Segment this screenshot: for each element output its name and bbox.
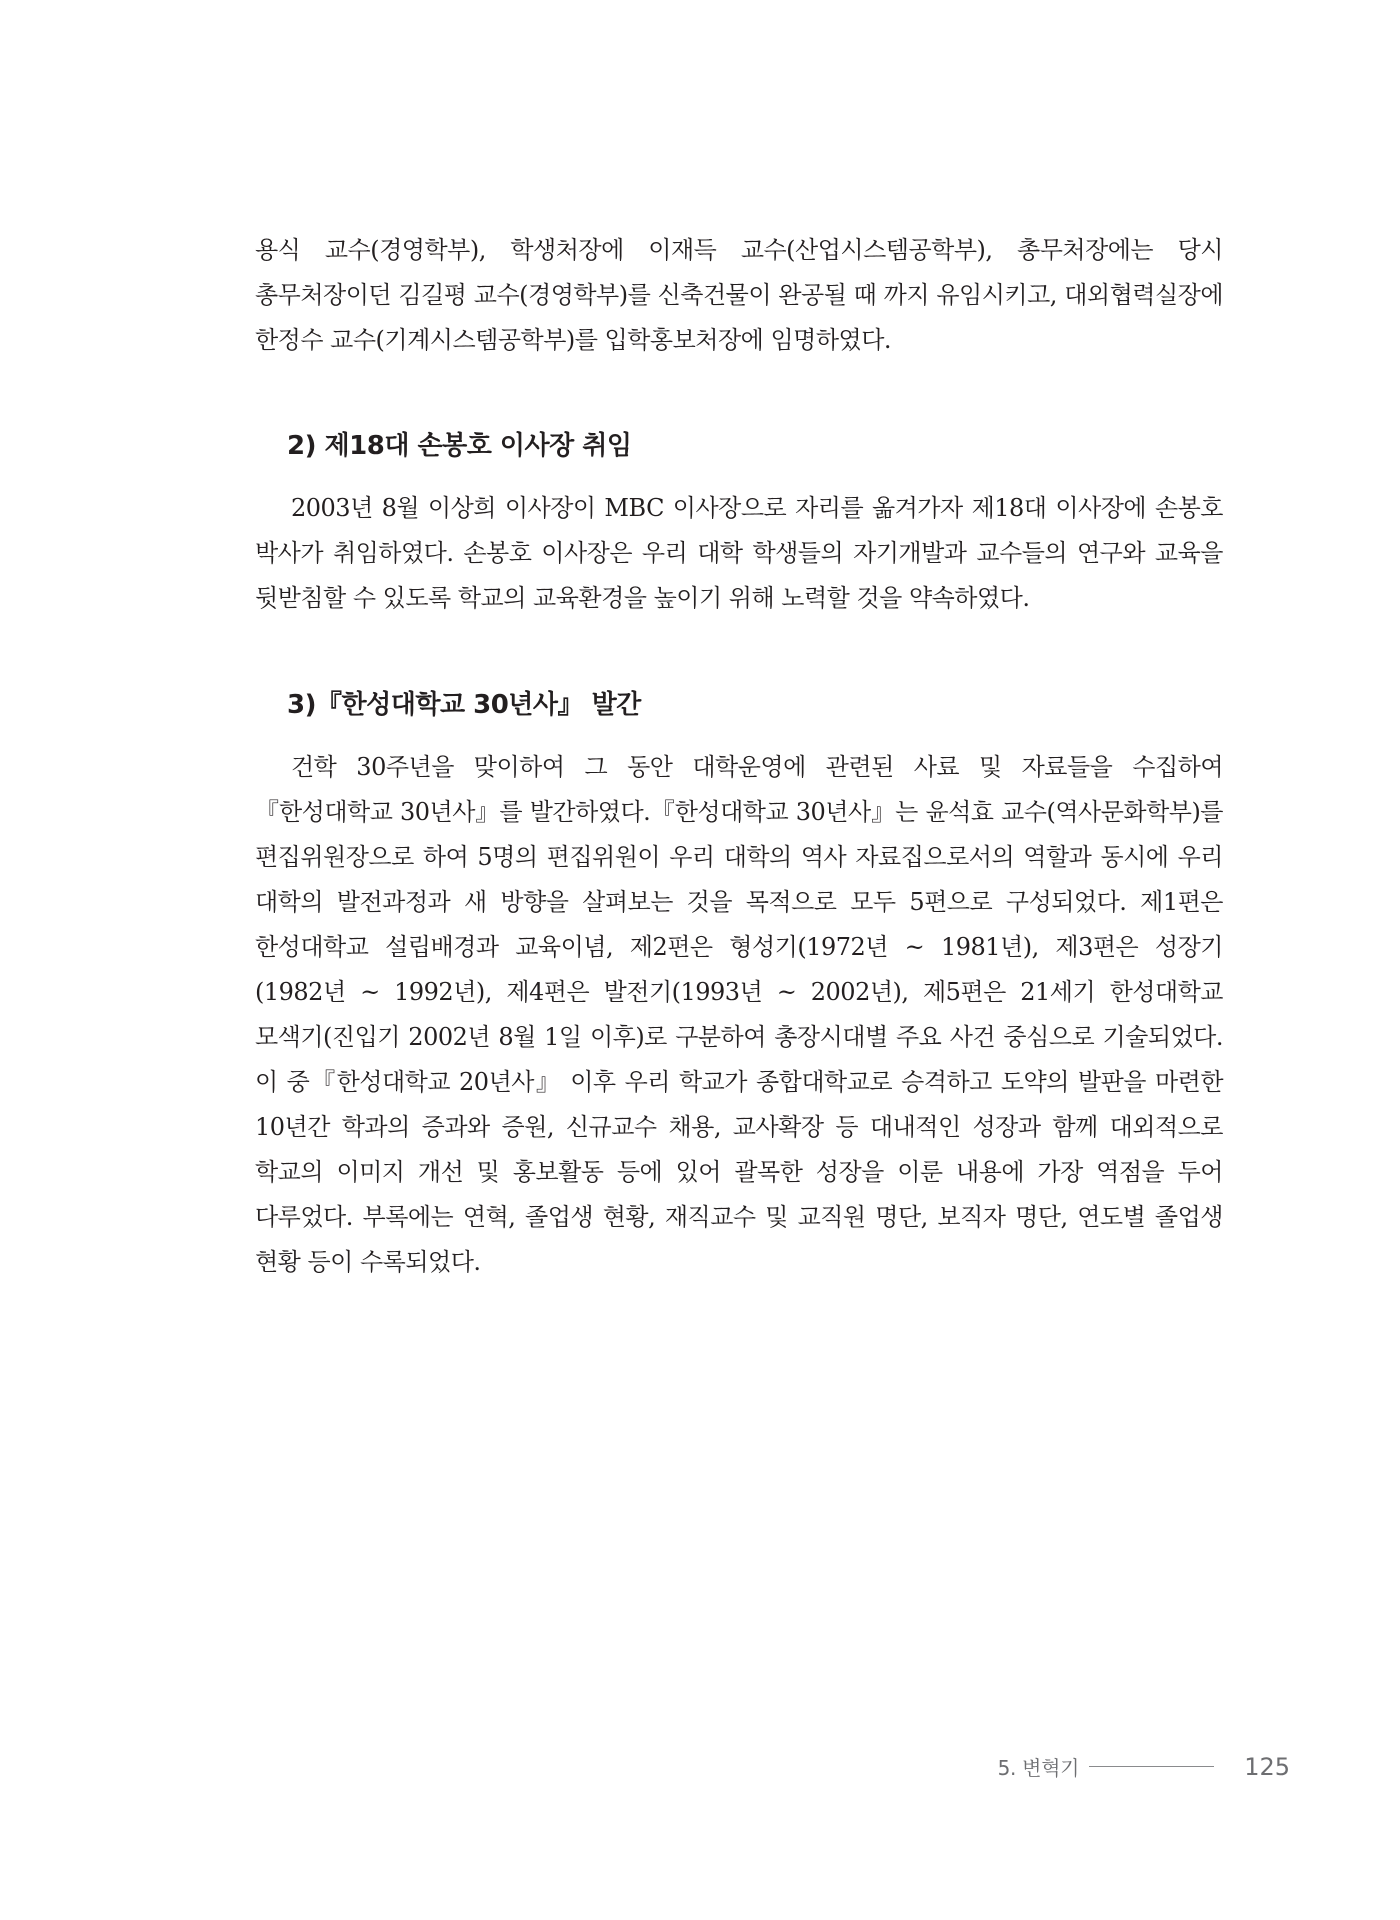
section-heading-chairman: 2) 제18대 손봉호 이사장 취임 xyxy=(287,431,632,461)
page-footer xyxy=(998,1752,1290,1781)
page-number: 125 xyxy=(1244,1752,1290,1781)
page-body xyxy=(255,228,1223,1285)
section-paragraph-30th-history: 건학 30주년을 맞이하여 그 동안 대학운영에 관련된 사료 및 자료들을 수집하여『한성대학교 30년사』를 발간하였다.『한성대학교 30년사』는 윤석효 교수(역사문화학부)를 편집위원장으로 하여 5명의 편집위원이 우리 대학의 역사 자료집으로서의 역할과 동시에 우리 대학의 발전과정과 새 방향을 살펴보는 것을 목적으로 모두 5편으로 구성되었다. 제1편은 한성대학교 설립배경과 교육이념, 제2편은 형성기(1972년 ~ 1981년), 제3편은 성장기(1982년 ~ 1992년), 제4편은 발전기(1993년 ~ 2002년), 제5편은 21세기 한성대학교 모색기(진입기 2002년 8월 1일 이후)로 구분하여 총장시대별 주요 사건 중심으로 기술되었다. 이 중『한성대학교 20년사』 이후 우리 학교가 종합대학교로 승격하고 도약의 발판을 마련한 10년간 학과의 증과와 증원, 신규교수 채용, 교사확장 등 대내적인 성장과 함께 대외적으로 학교의 이미지 개선 및 홍보활동 등에 있어 괄목한 성장을 이룬 내용에 가장 역점을 두어 다루었다. 부록에는 연혁, 졸업생 현황, 재직교수 및 교직원 명단, 보직자 명단, 연도별 졸업생 현황 등이 수록되었다. xyxy=(255,753,1223,1276)
intro-paragraph: 용식 교수(경영학부), 학생처장에 이재득 교수(산업시스템공학부), 총무처장에는 당시 총무처장이던 김길평 교수(경영학부)를 신축건물이 완공될 때 까지 유임시키고, 대외협력실장에 한정수 교수(기계시스템공학부)를 입학홍보처장에 임명하였다. xyxy=(255,236,1223,354)
section-paragraph-chairman: 2003년 8월 이상희 이사장이 MBC 이사장으로 자리를 옮겨가자 제18대 이사장에 손봉호 박사가 취임하였다. 손봉호 이사장은 우리 대학 학생들의 자기개발과 교수들의 연구와 교육을 뒷받침할 수 있도록 학교의 교육환경을 높이기 위해 노력할 것을 약속하였다. xyxy=(255,494,1223,612)
section-heading-30th-history: 3)『한성대학교 30년사』 발간 xyxy=(287,690,641,720)
footer-rule xyxy=(1089,1766,1214,1767)
chapter-label: 5. 변혁기 xyxy=(997,1756,1080,1780)
